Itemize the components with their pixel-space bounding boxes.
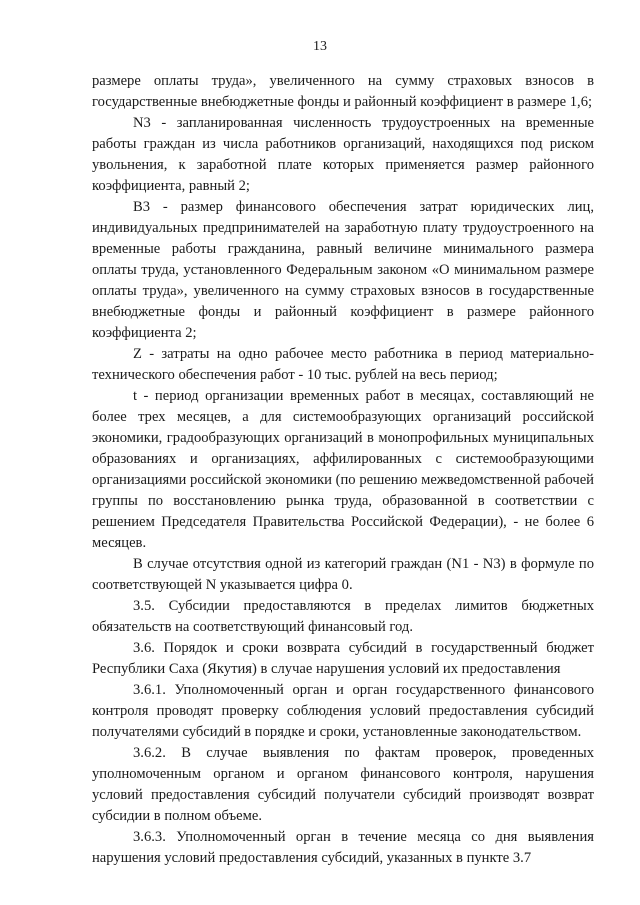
paragraph-clause-3-6-2: 3.6.2. В случае выявления по фактам проверок, проведенных уполномоченным органом и органом финансового контроля, нарушения условий предоставления субсидий получатели субсидий производят возврат субсидии в полном объеме. <box>92 745 594 824</box>
paragraph-n3-definition: N3 - запланированная численность трудоустроенных на временные работы граждан из числа работников организаций, находящихся под риском увольнения, к заработной плате которых применяется размер районного коэффициента, равный 2; <box>92 115 594 194</box>
paragraph-clause-3-5: 3.5. Субсидии предоставляются в пределах лимитов бюджетных обязательств на соответствующий финансовый год. <box>92 598 594 635</box>
paragraph-salary-continuation: размере оплаты труда», увеличенного на сумму страховых взносов в государственные внебюджетные фонды и районный коэффициент в размере 1,6; <box>92 73 594 110</box>
paragraph-absent-category-note: В случае отсутствия одной из категорий граждан (N1 - N3) в формуле по соответствующей N указывается цифра 0. <box>92 556 594 593</box>
page-number: 13 <box>313 39 327 54</box>
paragraph-t-definition: t - период организации временных работ в месяцах, составляющий не более трех месяцев, а для системообразующих организаций российской экономики, градообразующих организаций в монопрофильных муниципальных образованиях и организациях, аффилированных с системообразующими организациями российской экономики (по решению межведомственной рабочей группы по восстановлению рынка труда, образованной в соответствии с решением Председателя Правительства Российской Федерации), - не более 6 месяцев. <box>92 388 594 551</box>
paragraph-clause-3-6: 3.6. Порядок и сроки возврата субсидий в государственный бюджет Республики Саха (Якутия) в случае нарушения условий их предоставления <box>92 640 594 677</box>
paragraph-z-definition: Z - затраты на одно рабочее место работника в период материально-технического обеспечения работ - 10 тыс. рублей на весь период; <box>92 346 594 383</box>
paragraph-clause-3-6-3: 3.6.3. Уполномоченный орган в течение месяца со дня выявления нарушения условий предоставления субсидий, указанных в пункте 3.7 <box>92 829 594 866</box>
paragraph-b3-definition: В3 - размер финансового обеспечения затрат юридических лиц, индивидуальных предпринимателей на заработную плату трудоустроенного на временные работы гражданина, равный величине минимального размера оплаты труда, установленного Федеральным законом «О минимальном размере оплаты труда», увеличенного на сумму страховых взносов в государственные внебюджетные фонды и районный коэффициент в размере районного коэффициента 2; <box>92 199 594 341</box>
paragraph-clause-3-6-1: 3.6.1. Уполномоченный орган и орган государственного финансового контроля проводят проверку соблюдения условий предоставления субсидий получателями субсидий в порядке и сроки, установленные законодательством. <box>92 682 594 740</box>
document-body <box>92 71 594 869</box>
